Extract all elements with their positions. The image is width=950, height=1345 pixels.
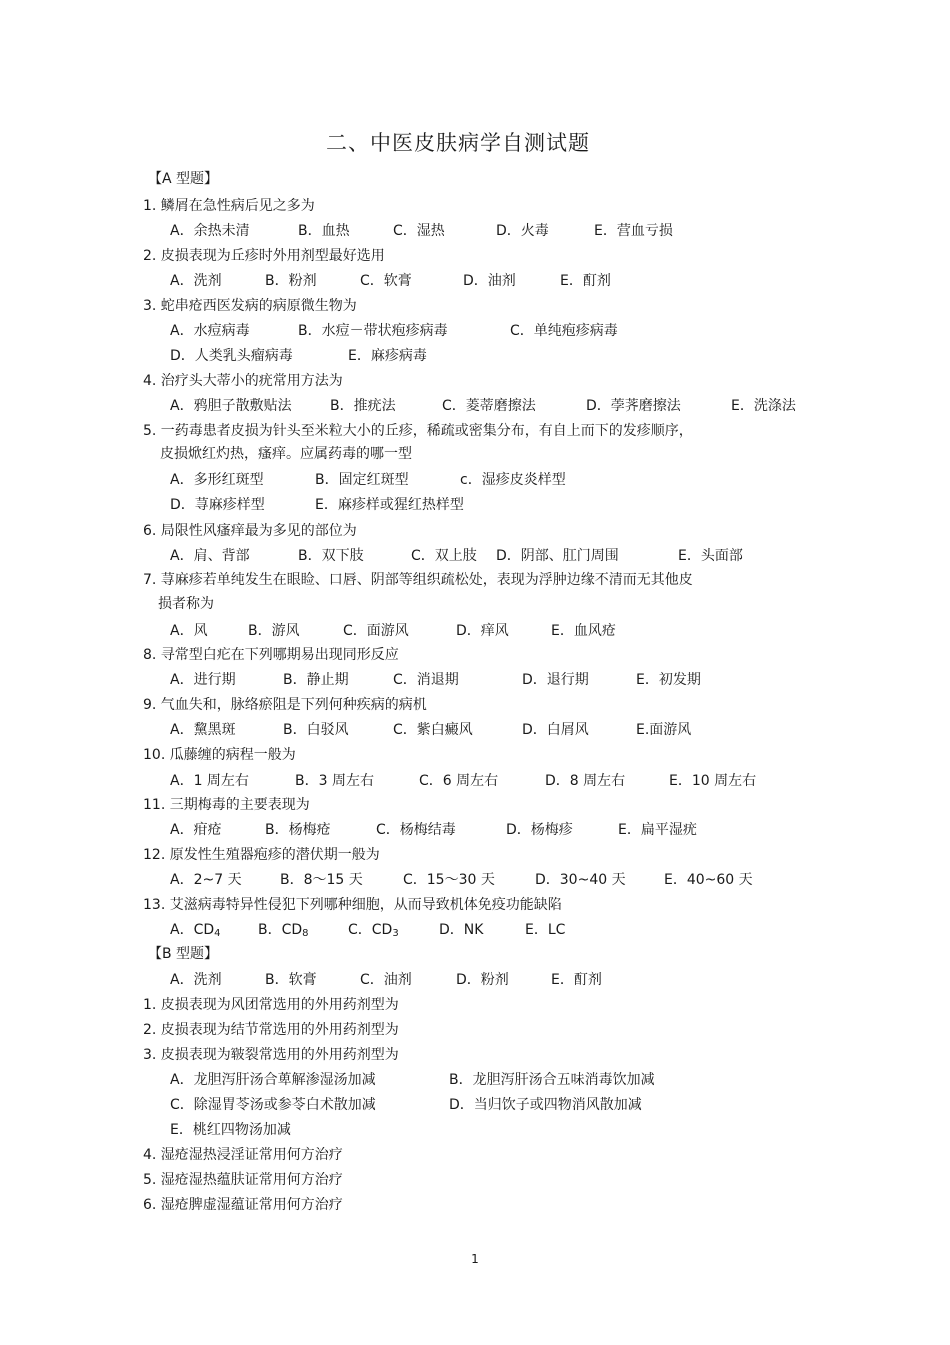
option: E．初发期 bbox=[636, 672, 701, 688]
question-a1: 1. 鳞屑在急性病后见之多为 bbox=[143, 198, 315, 214]
option: D．火毒 bbox=[496, 223, 549, 239]
question-b4: 4. 湿疮湿热浸淫证常用何方治疗 bbox=[143, 1147, 343, 1163]
option: C．6 周左右 bbox=[419, 773, 499, 789]
option: A．水痘病毒 bbox=[170, 323, 250, 339]
option: E．LC bbox=[525, 922, 566, 938]
option: B．$CD_8$ bbox=[258, 922, 309, 939]
option: E．营血亏损 bbox=[594, 223, 673, 239]
option: D．退行期 bbox=[522, 672, 589, 688]
option: E．酊剂 bbox=[560, 273, 611, 289]
option: E．40~60 天 bbox=[664, 872, 753, 888]
option: E．麻疹样或猩红热样型 bbox=[315, 497, 464, 513]
question-b2: 2. 皮损表现为结节常选用的外用药剂型为 bbox=[143, 1022, 399, 1038]
question-a12: 12. 原发性生殖器疱疹的潜伏期一般为 bbox=[143, 847, 380, 863]
option: A．2~7 天 bbox=[170, 872, 242, 888]
question-a5: 5. 一药毒患者皮损为针头至米粒大小的丘疹，稀疏或密集分布，有自上而下的发疹顺序， bbox=[143, 423, 693, 439]
option: A．洗剂 bbox=[170, 972, 222, 988]
page-number: 1 bbox=[471, 1252, 479, 1266]
option: C．单纯疱疹病毒 bbox=[510, 323, 618, 339]
option: A．1 周左右 bbox=[170, 773, 249, 789]
option: D．30~40 天 bbox=[535, 872, 626, 888]
option: B．杨梅疮 bbox=[265, 822, 331, 838]
option: D．荸荠磨擦法 bbox=[586, 398, 681, 414]
option: A．多形红斑型 bbox=[170, 472, 264, 488]
option: A．肩、背部 bbox=[170, 548, 250, 564]
question-a10: 10. 瓜藤缠的病程一般为 bbox=[143, 747, 296, 763]
option: C．油剂 bbox=[360, 972, 412, 988]
option: c．湿疹皮炎样型 bbox=[460, 472, 566, 488]
option: A．黧黑斑 bbox=[170, 722, 236, 738]
option: B．血热 bbox=[298, 223, 350, 239]
option: C．杨梅结毒 bbox=[376, 822, 456, 838]
option: D．8 周左右 bbox=[545, 773, 626, 789]
option: B．游风 bbox=[248, 623, 300, 639]
option: C．$CD_3$ bbox=[348, 922, 399, 939]
question-a7-continued: 损者称为 bbox=[158, 596, 214, 612]
question-b5: 5. 湿疮湿热蕴肤证常用何方治疗 bbox=[143, 1172, 343, 1188]
option: B．3 周左右 bbox=[295, 773, 374, 789]
option: B．龙胆泻肝汤合五味消毒饮加减 bbox=[449, 1072, 655, 1088]
option: B．8～15 天 bbox=[280, 872, 363, 888]
option: C．软膏 bbox=[360, 273, 412, 289]
option: D．荨麻疹样型 bbox=[170, 497, 265, 513]
option: A．鸦胆子散敷贴法 bbox=[170, 398, 292, 414]
question-a4: 4. 治疗头大蒂小的疣常用方法为 bbox=[143, 373, 343, 389]
option: B．粉剂 bbox=[265, 273, 317, 289]
option: C．菱蒂磨擦法 bbox=[442, 398, 536, 414]
option: B．推疣法 bbox=[330, 398, 396, 414]
option: E．洗涤法 bbox=[731, 398, 796, 414]
question-b1: 1. 皮损表现为风团常选用的外用药剂型为 bbox=[143, 997, 399, 1013]
question-b6: 6. 湿疮脾虚湿蕴证常用何方治疗 bbox=[143, 1197, 343, 1213]
option: C．双上肢 bbox=[411, 548, 477, 564]
option: C．消退期 bbox=[393, 672, 459, 688]
option: E.面游风 bbox=[636, 722, 692, 738]
page-title: 二、中医皮肤病学自测试题 bbox=[326, 131, 590, 155]
option: E．酊剂 bbox=[551, 972, 602, 988]
question-a9: 9. 气血失和，脉络瘀阻是下列何种疾病的病机 bbox=[143, 697, 427, 713]
option: D．白屑风 bbox=[522, 722, 589, 738]
option: A．$CD_4$ bbox=[170, 922, 221, 939]
question-a2: 2. 皮损表现为丘疹时外用剂型最好选用 bbox=[143, 248, 385, 264]
question-a8: 8. 寻常型白疕在下列哪期易出现同形反应 bbox=[143, 647, 399, 663]
question-a5-continued: 皮损焮红灼热，瘙痒。应属药毒的哪一型 bbox=[160, 446, 412, 462]
option: E．血风疮 bbox=[551, 623, 616, 639]
option: A．进行期 bbox=[170, 672, 236, 688]
option: A．洗剂 bbox=[170, 273, 222, 289]
option: B．静止期 bbox=[283, 672, 349, 688]
option: C．15～30 天 bbox=[403, 872, 495, 888]
option: D．当归饮子或四物消风散加减 bbox=[449, 1097, 642, 1113]
option: B．软膏 bbox=[265, 972, 317, 988]
question-b3: 3. 皮损表现为皲裂常选用的外用药剂型为 bbox=[143, 1047, 399, 1063]
option: B．固定红斑型 bbox=[315, 472, 409, 488]
option: E．10 周左右 bbox=[669, 773, 757, 789]
section-b-heading: 【B 型题】 bbox=[148, 946, 219, 962]
option: B．白驳风 bbox=[283, 722, 349, 738]
option: D．NK bbox=[439, 922, 484, 938]
option: E．麻疹病毒 bbox=[348, 348, 427, 364]
question-a3: 3. 蛇串疮西医发病的病原微生物为 bbox=[143, 298, 357, 314]
option: E．扁平湿疣 bbox=[618, 822, 697, 838]
option: E．桃红四物汤加减 bbox=[170, 1122, 291, 1138]
option: A．龙胆泻肝汤合萆解渗湿汤加减 bbox=[170, 1072, 376, 1088]
option: D．人类乳头瘤病毒 bbox=[170, 348, 293, 364]
option: C．除湿胃苓汤或参苓白术散加减 bbox=[170, 1097, 376, 1113]
option: A．风 bbox=[170, 623, 208, 639]
option: D．杨梅疹 bbox=[506, 822, 573, 838]
option: A．余热未清 bbox=[170, 223, 250, 239]
question-a13: 13. 艾滋病毒特异性侵犯下列哪种细胞，从而导致机体免疫功能缺陷 bbox=[143, 897, 562, 913]
option: C．湿热 bbox=[393, 223, 445, 239]
option: C．紫白癜风 bbox=[393, 722, 473, 738]
question-a11: 11. 三期梅毒的主要表现为 bbox=[143, 797, 310, 813]
option: C．面游风 bbox=[343, 623, 409, 639]
question-a6: 6. 局限性风瘙痒最为多见的部位为 bbox=[143, 523, 357, 539]
option: D．油剂 bbox=[463, 273, 516, 289]
option: B．双下肢 bbox=[298, 548, 364, 564]
question-a7: 7. 荨麻疹若单纯发生在眼睑、口唇、阴部等组织疏松处，表现为浮肿边缘不清而无其他皮 bbox=[143, 572, 693, 588]
option: D．痒风 bbox=[456, 623, 509, 639]
option: E．头面部 bbox=[678, 548, 743, 564]
section-a-heading: 【A 型题】 bbox=[148, 171, 219, 187]
option: D．粉剂 bbox=[456, 972, 509, 988]
option: A．疳疮 bbox=[170, 822, 222, 838]
option: D．阴部、肛门周围 bbox=[496, 548, 619, 564]
option: B．水痘－带状疱疹病毒 bbox=[298, 323, 448, 339]
